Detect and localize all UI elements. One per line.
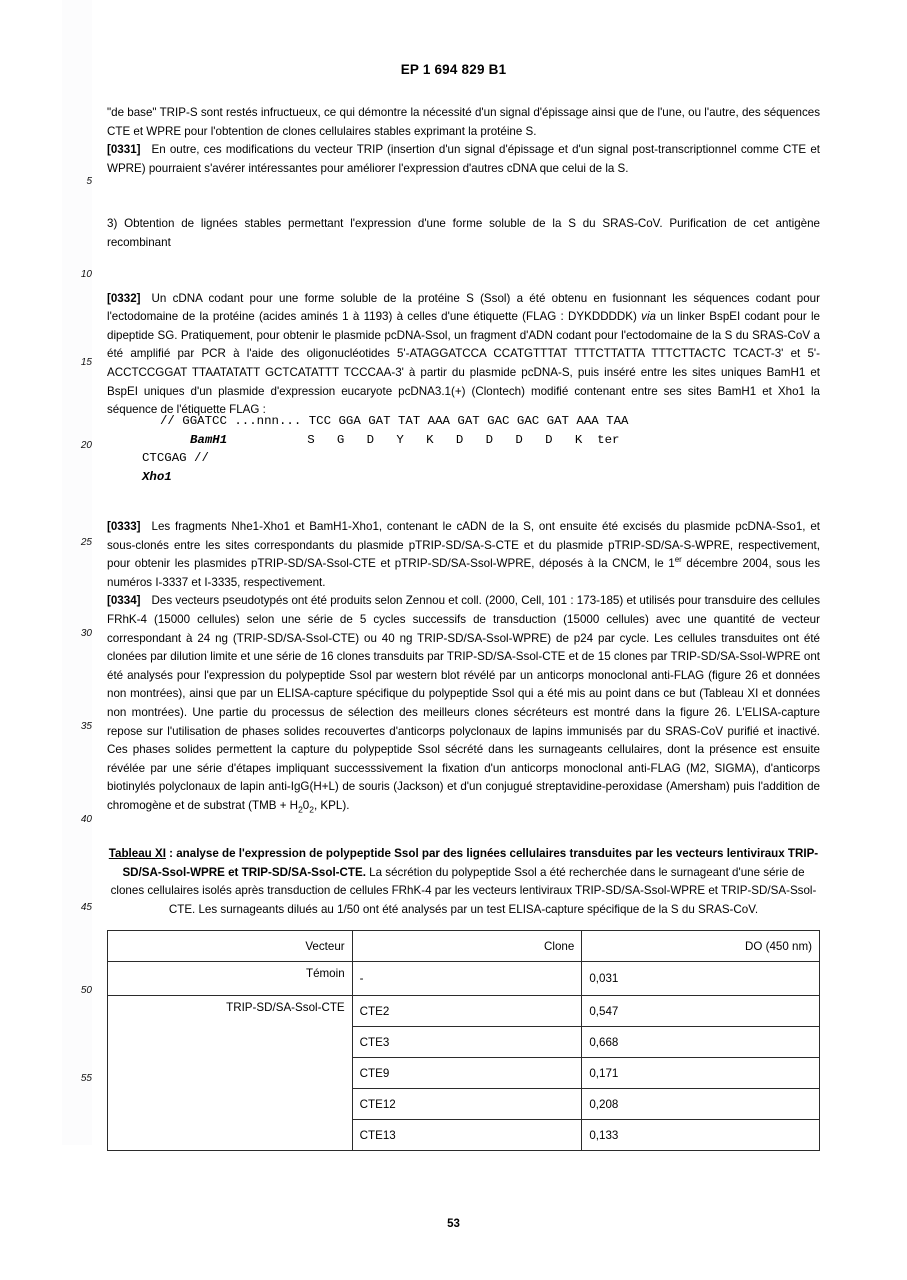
- paragraph-0333-text-part1: Les fragments Nhe1-Xho1 et BamH1-Xho1, contenant le cADN de la S, ont ensuite été excisés du plasmide pcDNA-Sso1, et sous-clonés entre les sites correspondants du plasmide pTRIP-SD/SA-S-CTE et du plasmide pTRIP-SD/SA-S-WPRE, respectivement, pour obtenir les plasmides pTRIP-SD/SA-Ssol-CTE et pTRIP-SD/SA-Ssol-WPRE, déposés à la CNCM, le 1: [107, 520, 820, 571]
- line-number-20: 20: [80, 440, 92, 451]
- cell-clone-cte3: CTE3: [352, 1027, 582, 1058]
- cell-do-cte13: 0,133: [582, 1120, 820, 1151]
- paragraph-0331-text: En outre, ces modifications du vecteur TRIP (insertion d'un signal d'épissage et d'un signal post-transcriptionnel comme CTE et WPRE) pourraient s'avérer intéressantes pour améliorer l'expression d'autres cDNA que celui de la S.: [107, 143, 820, 175]
- paragraph-0334: [107, 592, 820, 815]
- section-heading-3: 3) Obtention de lignées stables permettant l'expression d'une forme soluble de la S du SRAS-CoV. Purification de cet antigène recombinant: [107, 217, 820, 249]
- continuation-paragraph: "de base" TRIP-S sont restés infructueux, ce qui démontre la nécessité d'un signal d'épissage ainsi que de l'une, ou l'autre, des séquences CTE et WPRE pour l'obtention de clones cellulaires stables exprimant la protéine S.: [107, 106, 820, 138]
- line-number-30: 30: [80, 628, 92, 639]
- table-xi-caption: [107, 845, 820, 919]
- restriction-site-xho1-label: Xho1: [142, 469, 172, 484]
- cell-clone-temoin: -: [352, 962, 582, 996]
- sequence-line-3: CTCGAG //: [142, 451, 209, 465]
- page-number: 53: [447, 1218, 460, 1230]
- cell-do-cte3: 0,668: [582, 1027, 820, 1058]
- line-number-35: 35: [80, 721, 92, 732]
- dna-sequence-block: [142, 412, 629, 486]
- page-header-title: EP 1 694 829 B1: [400, 62, 507, 77]
- line-number-40: 40: [80, 814, 92, 825]
- paragraph-0334-text: Des vecteurs pseudotypés ont été produits selon Zennou et coll. (2000, Cell, 101 : 173-185) et utilisés pour transduire des cellules FRhK-4 (15000 cellules) selon une série de 5 cycles successifs de transduction (15000 cellules) avec une quantité de vecteur correspondant à 24 ng (TRIP-SD/SA-Ssol-CTE) ou 40 ng TRIP-SD/SA-Ssol-WPRE) de p24 par cycle. Les cellules transduites ont été clonées par dilution limite et une série de 16 clones transduits par TRIP-SD/SA-Ssol-CTE et de 15 clones par TRIP-SD/SA-Ssol-WPRE ont été analysés pour l'expression du polypeptide Ssol par western blot révélé par un anticorps monoclonal anti-FLAG (figure 26 et données non montrées), ainsi que par un ELISA-capture spécifique du polypeptide Ssol qui a été mis au point dans ce but (Tableau XI et données non montrées). Une partie du processus de sélection des meilleurs clones sécréteurs est montré dans la figure 26. L'ELISA-capture repose sur l'utilisation de phases solides recouvertes d'anticorps polyclonaux de lapins immunisés par du SRAS-CoV purifié et inactivé. Ces phases solides permettent la capture du polypeptide Ssol sécrété dans les surnageants cellulaires, dont la présence est ensuite révélée par une série d'étapes impliquant successsivement la fixation d'un anticorps monoclonal anti-FLAG (M2, SIGMA), d'anticorps biotinylés polyclonaux de lapin anti-IgG(H+L) de souris (Jackson) et d'un conjugué streptavidine-peroxidase (Amersham) puis l'addition de chromogène et de substrat (TMB + H: [107, 594, 820, 812]
- cell-do-cte12: 0,208: [582, 1089, 820, 1120]
- paragraph-0332-text-part2: un linker BspEI codant pour le dipeptide SG. Pratiquement, pour obtenir le plasmide pcDNA-Ssol, un fragment d'ADN codant pour l'ectodomaine de la S du SRAS-CoV a été amplifié par PCR à l'aide des oligonucléotides 5'-ATAGGATCCA CCATGTTTAT TTTCTTATTA TTTCTTACTC TCACT-3' et 5'-ACCTCCGGAT TTAATATATT GCTCATATTT TCCCAA-3' à partir du plasmide pcDNA-S, puis inséré entre les sites uniques BamH1 et BspEI uniques d'un plasmide d'expression eucaryote pcDNA3.1(+) (Clontech) modifié contenant entre ses sites BamH1 et Xho1 la séquence de l'étiquette FLAG :: [107, 310, 821, 417]
- paragraph-0333: [107, 518, 820, 592]
- column-header-do: DO (450 nm): [582, 931, 820, 962]
- paragraph-0333-text-part2: décembre 2004, sous les numéros I-3337 et I-3335, respectivement.: [107, 557, 821, 589]
- line-number-15: 15: [80, 357, 92, 368]
- table-row: [108, 996, 820, 1027]
- column-header-clone: Clone: [352, 931, 582, 962]
- amino-acid-row: S G D Y K D D D D K ter: [307, 432, 620, 447]
- formula-subscript-1: 2: [298, 804, 303, 815]
- line-number-45: 45: [80, 902, 92, 913]
- restriction-site-bamh1-label: BamH1: [190, 432, 228, 447]
- cell-clone-cte2: CTE2: [352, 996, 582, 1027]
- formula-subscript-2: 2: [309, 804, 314, 815]
- table-row: [108, 962, 820, 996]
- cell-clone-cte12: CTE12: [352, 1089, 582, 1120]
- column-header-vecteur: Vecteur: [108, 931, 353, 962]
- table-xi: [107, 930, 820, 1151]
- table-xi-caption-normal: La sécrétion du polypeptide Ssol a été recherchée dans le surnageant d'une série de clones cellulaires isolés après transduction de cellules FRhK-4 par les vecteurs lentiviraux TRIP-SD/SA-Ssol-WPRE et TRIP-SD/SA-Ssol-CTE. Les surnageants dilués au 1/50 ont été analysés par un test ELISA-capture spécifique de la S du SRAS-CoV.: [110, 865, 817, 916]
- paragraph-0332: [107, 290, 820, 420]
- paragraph-number-0331: [0331]: [107, 143, 141, 157]
- body-text-column: [107, 104, 820, 420]
- line-number-25: 25: [80, 537, 92, 548]
- cell-vecteur-trip-ssol-cte: TRIP-SD/SA-Ssol-CTE: [108, 996, 353, 1151]
- formula-oxygen: 0: [302, 798, 310, 812]
- body-text-column-lower: [107, 518, 820, 816]
- paragraph-number-0332: [0332]: [107, 291, 141, 305]
- sequence-line-1: // GGATCC ...nnn... TCC GGA GAT TAT AAA GAT GAC GAC GAT AAA TAA: [160, 414, 629, 428]
- line-number-50: 50: [80, 985, 92, 996]
- line-number-55: 55: [80, 1073, 92, 1084]
- table-xi-label: Tableau XI: [108, 847, 166, 860]
- paragraph-number-0333: [0333]: [107, 520, 141, 533]
- table-xi-caption-bold-rest: : analyse de l'expression de polypeptide Ssol par des lignées cellulaires transduites par les vecteurs lentiviraux TRIP-SD/SA-Ssol-WPRE et TRIP-SD/SA-Ssol-CTE.: [122, 847, 819, 879]
- paragraph-0332-text-part1: Un cDNA codant pour une forme soluble de la protéine S (Ssol) a été obtenu en fusionnant les séquences codant pour l'ectodomaine de la protéine (acides aminés 1 à 1193) à celles d'une étiquette (FLAG : DYKDDDDK): [107, 291, 820, 324]
- cell-clone-cte9: CTE9: [352, 1058, 582, 1089]
- cell-vecteur-temoin: Témoin: [108, 962, 353, 996]
- paragraph-number-0334: [0334]: [107, 594, 141, 608]
- ordinal-superscript-er: er: [674, 555, 682, 565]
- paragraph-0332-italic-via: via: [641, 310, 656, 324]
- cell-do-temoin: 0,031: [582, 962, 820, 996]
- scan-margin-band: [62, 0, 92, 1145]
- paragraph-0334-text-end: , KPL).: [313, 798, 350, 812]
- paragraph-0331: [107, 141, 820, 178]
- cell-do-cte2: 0,547: [582, 996, 820, 1027]
- line-number-10: 10: [80, 269, 92, 280]
- cell-do-cte9: 0,171: [582, 1058, 820, 1089]
- line-number-5: 5: [86, 176, 92, 187]
- table-header-row: [108, 931, 820, 962]
- cell-clone-cte13: CTE13: [352, 1120, 582, 1151]
